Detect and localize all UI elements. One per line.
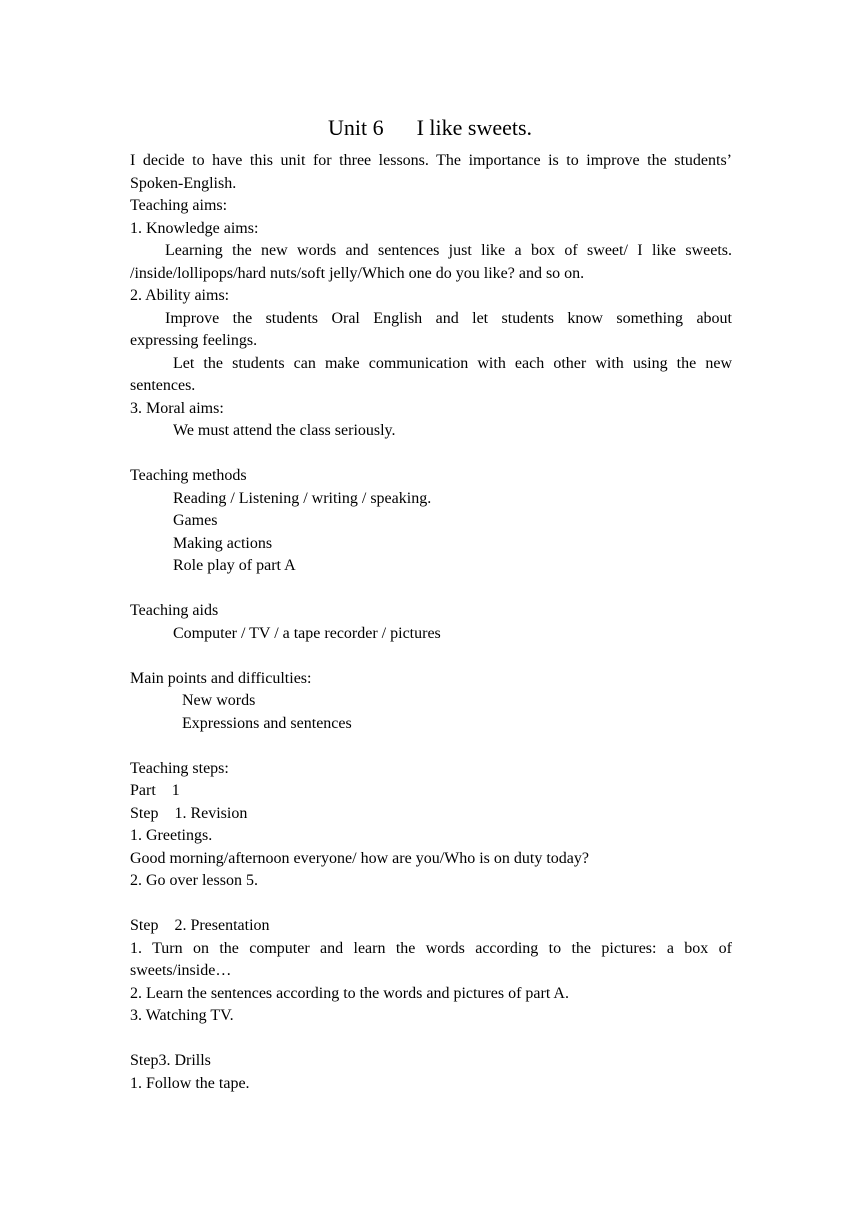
spacer [130, 645, 732, 668]
step-2-item-2: 2. Learn the sentences according to the words and pictures of part A. [130, 984, 569, 1002]
method-item: Reading / Listening / writing / speaking. [173, 489, 432, 507]
spacer [130, 578, 732, 601]
step-1-item: Good morning/afternoon everyone/ how are you/Who is on duty today? [130, 849, 589, 867]
method-item: Games [173, 512, 218, 529]
teaching-aims-heading: Teaching aims: [130, 197, 228, 214]
main-points-item: New words [182, 692, 256, 709]
ability-aims-line-2: expressing feelings. [130, 332, 258, 349]
step-1-heading: Step 1. Revision [130, 804, 248, 822]
knowledge-aims-heading: 1. Knowledge aims: [130, 219, 259, 237]
main-points-heading: Main points and difficulties: [130, 669, 312, 687]
step-1-item: 2. Go over lesson 5. [130, 872, 258, 889]
part-label: Part 1 [130, 782, 180, 799]
document-body [130, 150, 732, 1095]
teaching-aids-heading: Teaching aids [130, 602, 219, 619]
step-2-item-1-line-2: sweets/inside… [130, 962, 232, 979]
step-1-item: 1. Greetings. [130, 827, 213, 844]
method-item: Role play of part A [173, 557, 296, 574]
teaching-aids-item: Computer / TV / a tape recorder / pictures [173, 624, 441, 642]
spacer [130, 735, 732, 758]
spacer [130, 893, 732, 916]
spacer [130, 443, 732, 466]
step-2-item-3: 3. Watching TV. [130, 1007, 234, 1024]
step-2-item-1-line-1: 1. Turn on the computer and learn the words according to the pictures: a box of [130, 939, 732, 957]
step-3-item-1: 1. Follow the tape. [130, 1074, 250, 1092]
step-3-heading: Step3. Drills [130, 1052, 211, 1069]
teaching-methods-heading: Teaching methods [130, 467, 247, 484]
intro-line-1: I decide to have this unit for three lessons. The importance is to improve the students’ [130, 152, 732, 169]
ability-aims-line-4: sentences. [130, 377, 196, 394]
method-item: Making actions [173, 534, 273, 552]
knowledge-aims-line-1: Learning the new words and sentences just like a box of sweet/ I like sweets. [165, 242, 732, 259]
page-title: Unit 6 I like sweets. [327, 115, 533, 140]
ability-aims-heading: 2. Ability aims: [130, 287, 230, 304]
intro-line-2: Spoken-English. [130, 174, 237, 192]
moral-aims-heading: 3. Moral aims: [130, 399, 224, 417]
spacer [130, 1028, 732, 1051]
step-2-heading: Step 2. Presentation [130, 917, 270, 934]
ability-aims-line-1: Improve the students Oral English and let students know something about [165, 309, 732, 327]
knowledge-aims-line-2: /inside/lollipops/hard nuts/soft jelly/Which one do you like? and so on. [130, 264, 585, 282]
ability-aims-line-3: Let the students can make communication with each other with using the new [173, 354, 732, 372]
moral-aims-line-1: We must attend the class seriously. [173, 422, 396, 439]
main-points-item: Expressions and sentences [182, 714, 352, 732]
teaching-steps-heading: Teaching steps: [130, 759, 229, 777]
